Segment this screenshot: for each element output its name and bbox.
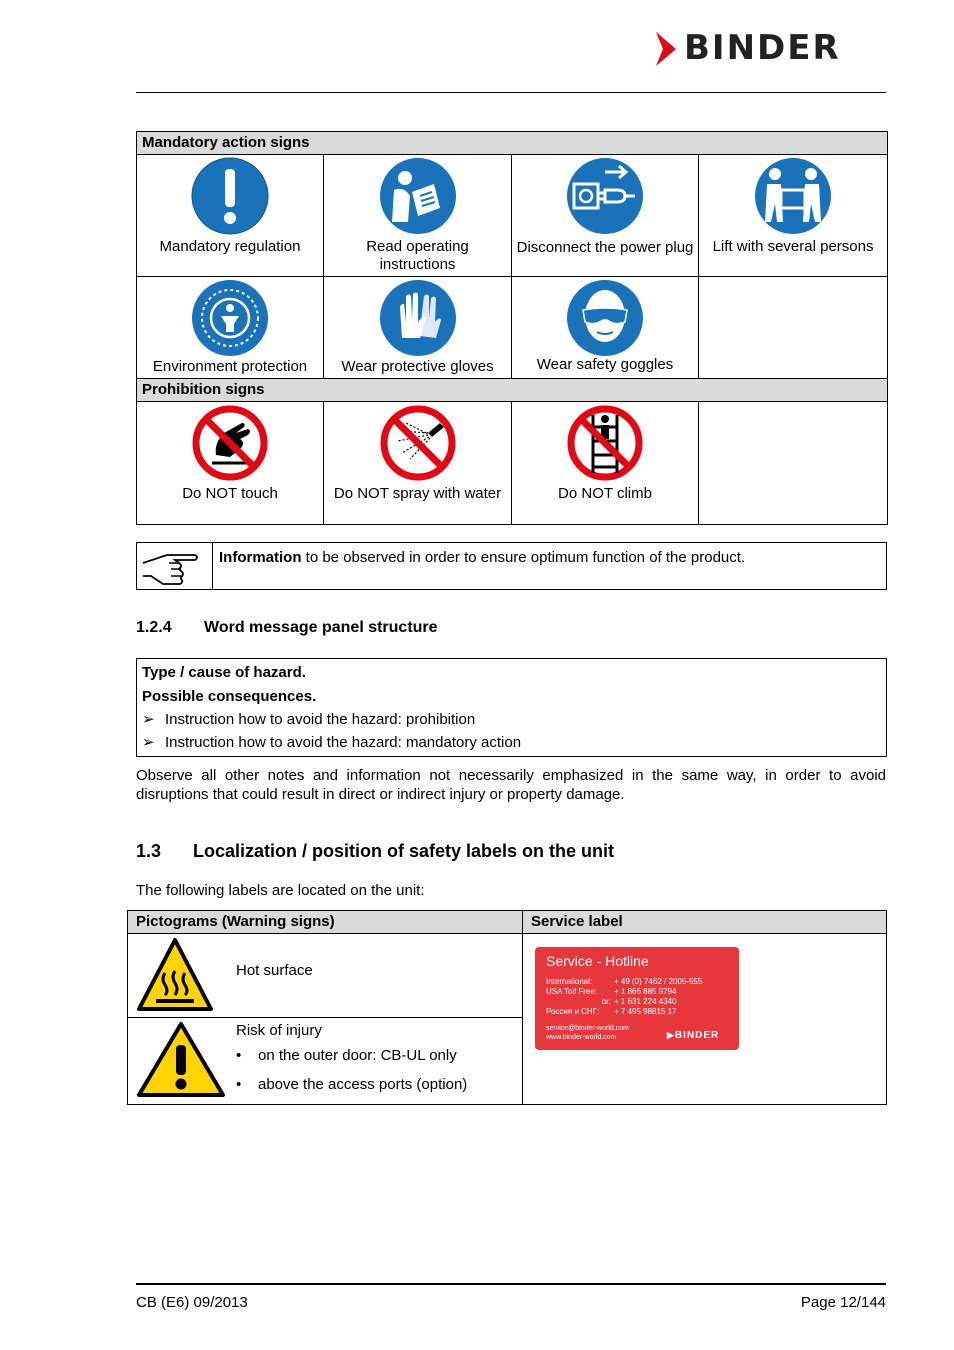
footer-page-number: Page 12/144 [800,1294,886,1311]
labels-table [127,910,887,1105]
sign-label: Lift with several persons [712,238,874,255]
read-manual-icon [378,156,458,236]
panel-item-text: Instruction how to avoid the hazard: prohibition [165,711,476,728]
service-lines [546,977,702,1017]
sign-no-touch [137,402,324,525]
chevron-icon: ▶ [667,1030,675,1040]
section-number: 1.3 [136,841,162,861]
labels-lead-text: The following labels are located on the unit: [136,882,425,899]
word-message-panel [136,658,887,757]
line-key: Россия и СНГ: [546,1007,600,1016]
sign-no-spray [324,402,512,525]
sign-label: Do NOT touch [182,485,278,502]
col-pictograms: Pictograms (Warning signs) [136,913,335,930]
line-val: + 7 495 98815 17 [614,1007,677,1016]
section-124-heading [136,619,438,637]
service-web: www.binder-world.com [546,1034,617,1041]
line-val: + 1 866 885 9794 [614,987,677,996]
pointing-hand-icon [137,543,213,589]
service-contacts [546,1024,629,1042]
column-divider [522,911,523,1104]
info-icon-cell [137,543,213,589]
sign-goggles [512,277,699,379]
bullet-outer-door [236,1047,457,1064]
logo-text: BINDER [684,28,841,68]
no-touch-icon [190,403,270,483]
sign-disconnect-plug [512,155,699,277]
binder-logo [654,30,888,70]
panel-line-consequences: Possible consequences. [142,688,317,705]
hot-surface-icon [136,937,214,1013]
line-key: USA Toll Free: [546,987,597,996]
line-key: or: [601,997,611,1006]
sign-mandatory-regulation [137,155,324,277]
prohibition-signs-header: Prohibition signs [137,379,888,402]
warning-exclamation-icon [136,1021,226,1099]
exclamation-icon [190,156,270,236]
sign-no-climb [512,402,699,525]
bullet-text: above the access ports (option) [258,1076,468,1093]
binder-chevron-icon [654,30,678,68]
section-title: Word message panel structure [204,619,438,636]
service-title: Service - Hotline [546,953,649,969]
sign-gloves [324,277,512,379]
bullet-dot: • [236,1076,242,1093]
section-number: 1.2.4 [136,619,172,636]
footer-left: CB (E6) 09/2013 [136,1294,248,1311]
panel-item-text: Instruction how to avoid the hazard: mandatory action [165,734,522,751]
arrow-bullet: ➢ [142,734,155,751]
sign-label: Disconnect the power plug [516,239,694,256]
information-box [136,542,887,590]
line-val: + 49 (0) 7462 / 2005-555 [614,977,703,986]
sign-lift-persons [699,155,888,277]
sign-label: Mandatory regulation [159,238,301,255]
bullet-text: on the outer door: CB-UL only [258,1047,457,1064]
section-13-heading [136,841,614,862]
panel-line-hazard: Type / cause of hazard. [142,664,306,681]
arrow-bullet: ➢ [142,711,155,728]
goggles-icon [565,278,645,358]
disconnect-plug-icon [565,156,645,236]
hot-surface-label: Hot surface [236,962,313,979]
line-val: + 1 631 224 4340 [614,997,677,1006]
labels-table-header [128,911,886,934]
info-text [219,549,745,566]
sign-label: Do NOT climb [558,485,652,502]
no-climb-icon [565,403,645,483]
gloves-icon [378,278,458,358]
row-divider [128,1017,522,1018]
panel-item-mandatory [142,733,521,751]
bullet-dot: • [236,1047,242,1064]
footer-rule [136,1283,886,1285]
service-email: service@binder-world.com [546,1025,629,1032]
line-key: International: [546,977,593,986]
service-hotline-label [535,947,739,1050]
section-title: Localization / position of safety labels on the unit [193,841,615,861]
lift-persons-icon [753,156,833,236]
empty-cell [699,402,888,525]
sign-label: Read operating instructions [366,238,469,273]
signs-table [136,131,888,525]
info-bold: Information [219,549,302,566]
empty-cell [699,277,888,379]
panel-item-prohibition [142,710,475,728]
sign-label: Do NOT spray with water [333,485,502,502]
sign-label: Wear safety goggles [536,356,674,373]
sign-label: Environment protection [152,358,308,375]
environment-icon [190,278,270,358]
mandatory-signs-header: Mandatory action signs [137,132,888,155]
risk-of-injury-label: Risk of injury [236,1022,322,1039]
service-brand [667,1030,719,1041]
service-brand-text: BINDER [674,1030,720,1041]
sign-label: Wear protective gloves [341,358,494,375]
sign-environment [137,277,324,379]
col-service-label: Service label [531,913,623,930]
bullet-access-ports [236,1076,467,1093]
info-rest: to be observed in order to ensure optimum function of the product. [301,549,746,566]
sign-read-instructions [324,155,512,277]
no-spray-icon [378,403,458,483]
header-rule [136,92,886,93]
observe-paragraph: Observe all other notes and information not necessarily emphasized in the same way, in order to avoid disruptions that could result in direct or indirect injury or property damage. [136,767,886,803]
